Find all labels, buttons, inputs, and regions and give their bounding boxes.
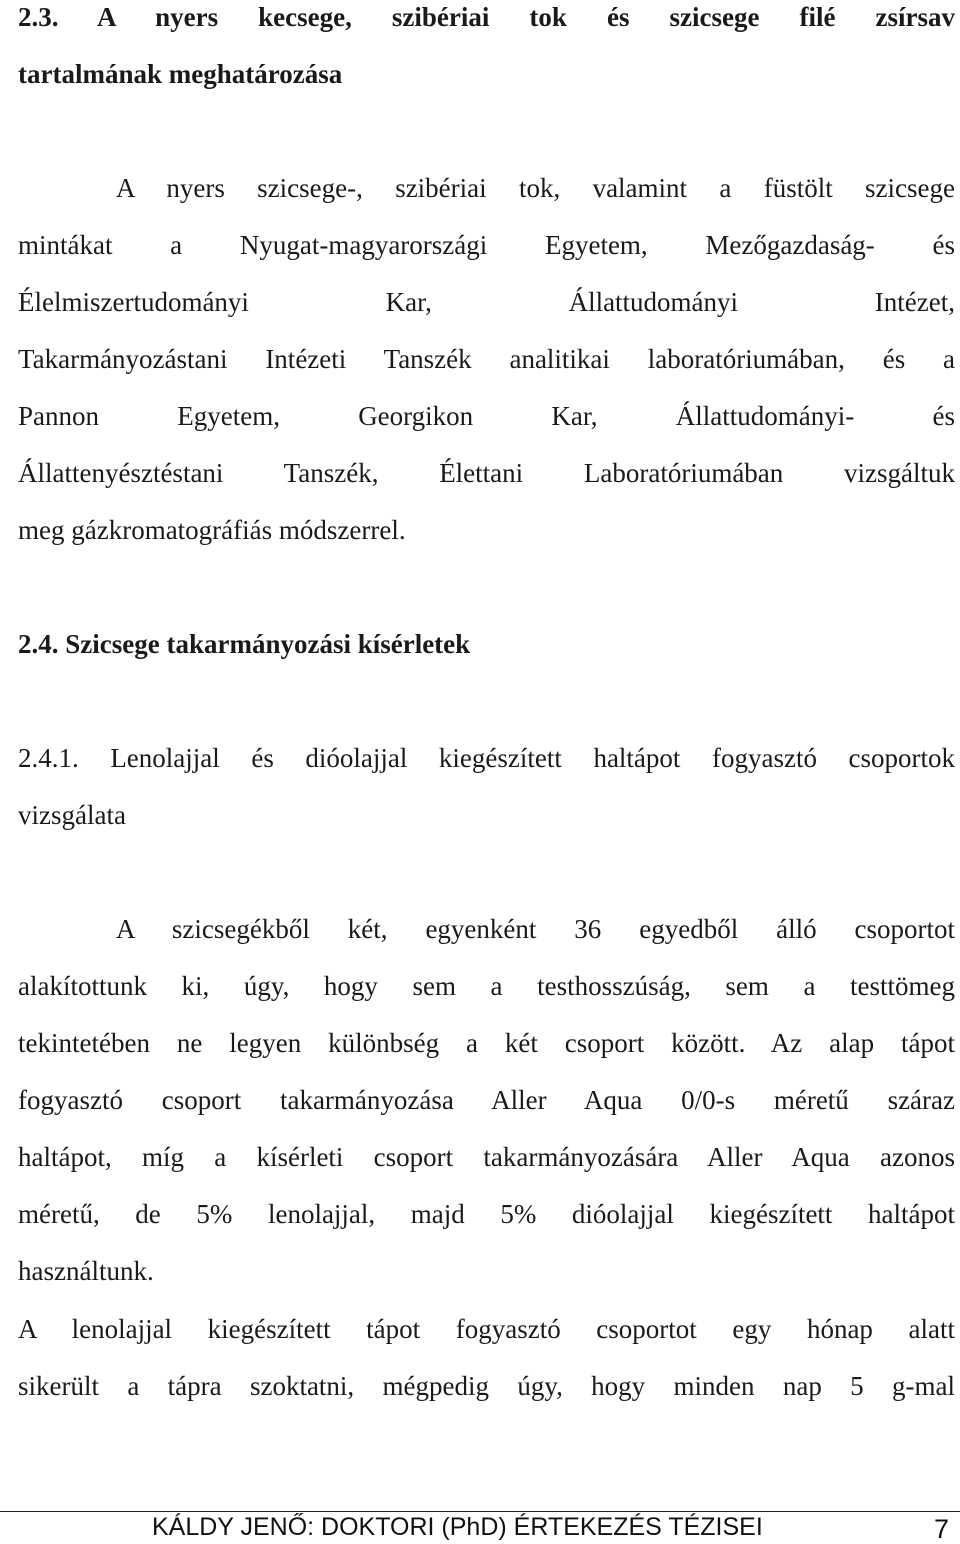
paragraph-line: alakítottunk ki, úgy, hogy sem a testhosszúság, sem a testtömeg	[18, 971, 955, 1001]
paragraph-line: Állattenyésztéstani Tanszék, Élettani Laboratóriumában vizsgáltuk	[18, 458, 955, 488]
paragraph-line: sikerült a tápra szoktatni, mégpedig úgy, hogy minden nap 5 g-mal	[18, 1371, 955, 1401]
paragraph-line: meg gázkromatográfiás módszerrel.	[18, 515, 406, 545]
section-heading-2-3-line-1: 2.3. A nyers kecsege, szibériai tok és szicsege filé zsírsav	[18, 2, 955, 32]
paragraph-line: A nyers szicsege-, szibériai tok, valamint a füstölt szicsege	[116, 173, 955, 203]
footer-title: KÁLDY JENŐ: DOKTORI (PhD) ÉRTEKEZÉS TÉZISEI	[152, 1513, 763, 1541]
paragraph-line: méretű, de 5% lenolajjal, majd 5% dióolajjal kiegészített haltápot	[18, 1199, 955, 1229]
page-number: 7	[934, 1514, 950, 1544]
paragraph-line: A lenolajjal kiegészített tápot fogyasztó csoportot egy hónap alatt	[18, 1314, 955, 1344]
paragraph-line: Pannon Egyetem, Georgikon Kar, Állattudományi- és	[18, 401, 955, 431]
paragraph-line: használtunk.	[18, 1256, 154, 1286]
section-heading-2-4-1-line-2: vizsgálata	[18, 800, 126, 830]
paragraph-line: fogyasztó csoport takarmányozása Aller Aqua 0/0-s méretű száraz	[18, 1085, 955, 1115]
section-heading-2-3-line-2: tartalmának meghatározása	[18, 59, 343, 89]
paragraph-line: haltápot, míg a kísérleti csoport takarmányozására Aller Aqua azonos	[18, 1142, 955, 1172]
section-heading-2-4-1-line-1: 2.4.1. Lenolajjal és dióolajjal kiegészített haltápot fogyasztó csoportok	[18, 743, 955, 773]
paragraph-line: tekintetében ne legyen különbség a két csoport között. Az alap tápot	[18, 1028, 955, 1058]
paragraph-line: mintákat a Nyugat-magyarországi Egyetem, Mezőgazdaság- és	[18, 230, 955, 260]
paragraph-line: Takarmányozástani Intézeti Tanszék analitikai laboratóriumában, és a	[18, 344, 955, 374]
paragraph-line: A szicsegékből két, egyenként 36 egyedből álló csoportot	[116, 914, 955, 944]
section-heading-2-4: 2.4. Szicsege takarmányozási kísérletek	[18, 629, 471, 659]
paragraph-line: Élelmiszertudományi Kar, Állattudományi Intézet,	[18, 287, 955, 317]
